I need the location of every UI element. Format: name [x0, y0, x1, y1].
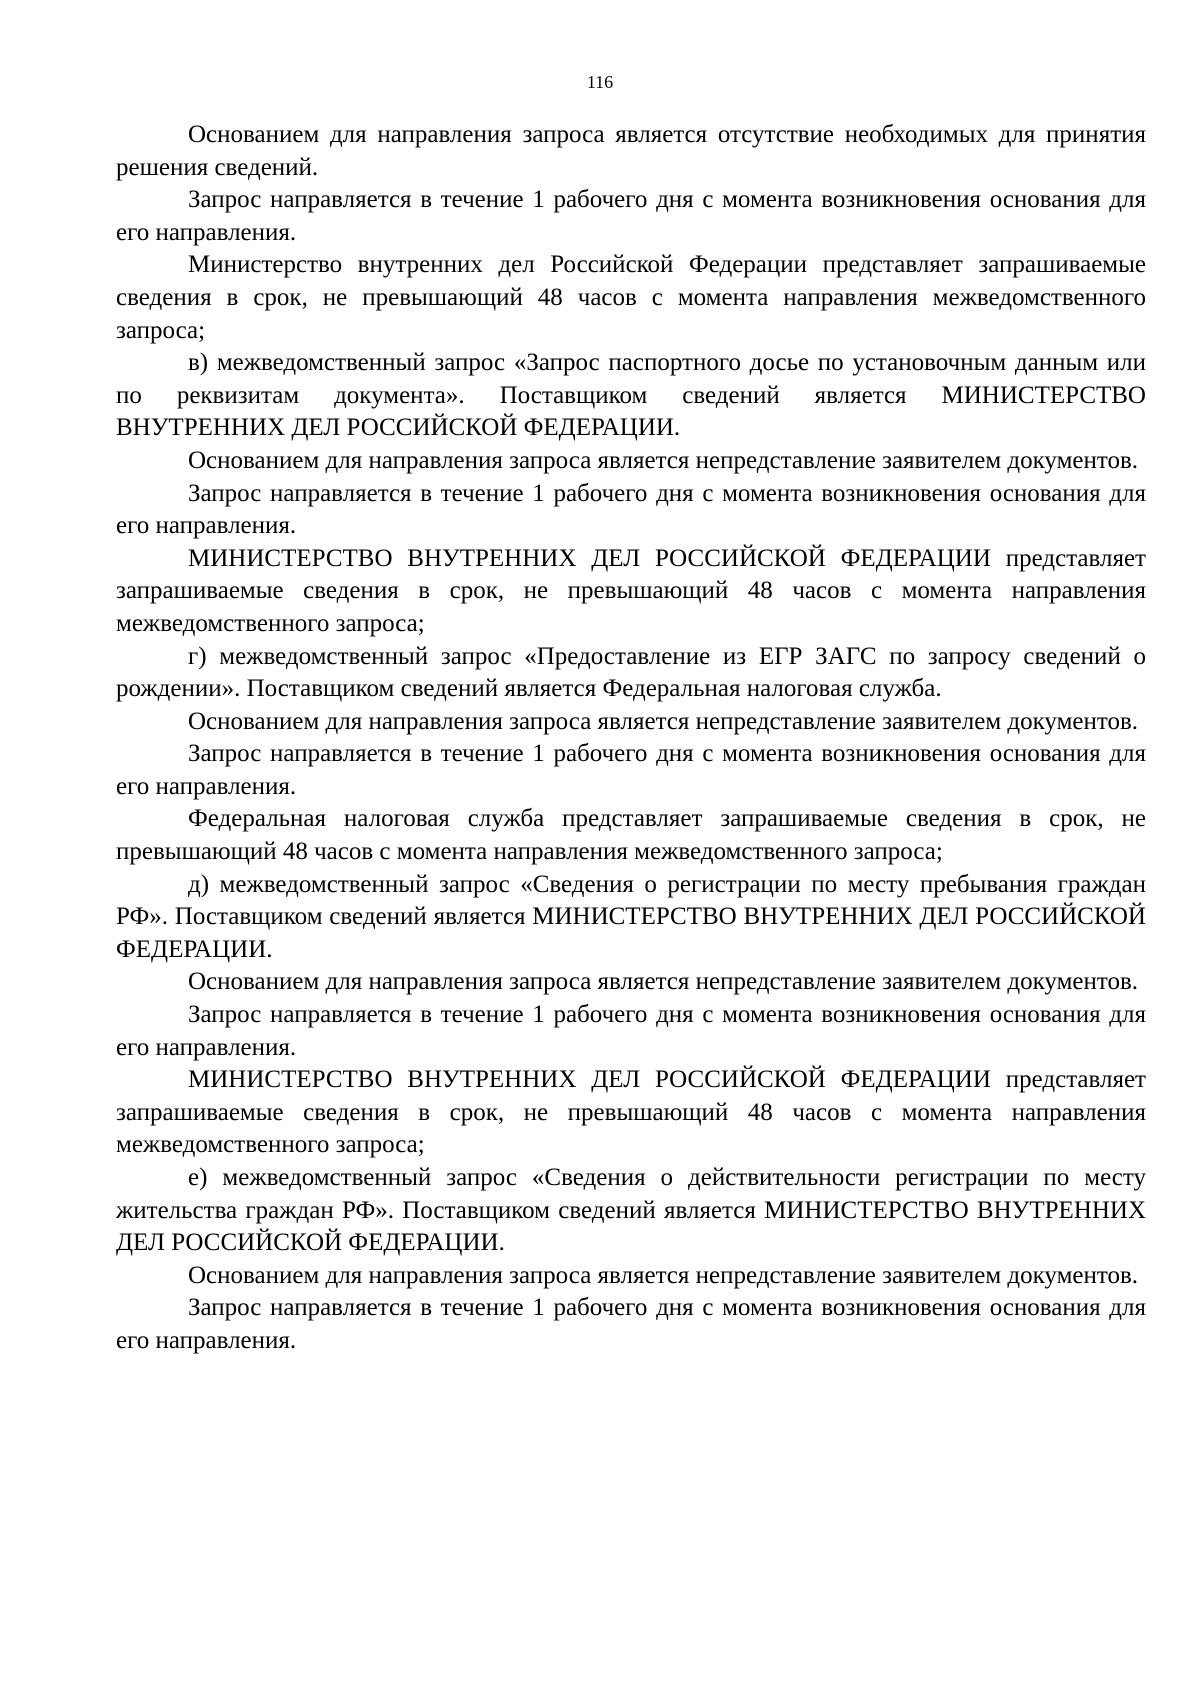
paragraph: Запрос направляется в течение 1 рабочего дня с момента возникновения основания для его направления.	[116, 479, 1146, 540]
paragraph: Запрос направляется в течение 1 рабочего дня с момента возникновения основания для его направления.	[116, 740, 1146, 800]
paragraph: Запрос направляется в течение 1 рабочего дня с момента возникновения основания для его направления.	[116, 1001, 1146, 1061]
paragraph: Запрос направляется в течение 1 рабочего дня с момента возникновения основания для его направления.	[116, 186, 1146, 246]
paragraph: е) межведомственный запрос «Сведения о действительности регистрации по месту жительства граждан РФ». Поставщиком сведений является МИНИСТЕРСТВО ВНУТРЕННИХ ДЕЛ РОССИЙСКОЙ ФЕДЕРАЦИИ.	[116, 1164, 1146, 1257]
document-body	[116, 119, 1146, 1358]
paragraph: Основанием для направления запроса является непредставление заявителем документов.	[188, 446, 1139, 474]
paragraph: г) межведомственный запрос «Предоставление из ЕГР ЗАГС по запросу сведений о рождении». Поставщиком сведений является Федеральная налоговая служба.	[116, 642, 1146, 703]
paragraph: д) межведомственный запрос «Сведения о регистрации по месту пребывания граждан РФ». Поставщиком сведений является МИНИСТЕРСТВО ВНУТРЕННИХ ДЕЛ РОССИЙСКОЙ ФЕДЕРАЦИИ.	[116, 870, 1146, 963]
paragraph: Основанием для направления запроса является непредставление заявителем документов.	[188, 707, 1139, 735]
paragraph: Основанием для направления запроса является непредставление заявителем документов.	[188, 1261, 1139, 1289]
page-number: 116	[586, 72, 614, 92]
paragraph: Федеральная налоговая служба представляет запрашиваемые сведения в срок, не превышающий 48 часов с момента направления межведомственного запроса;	[116, 805, 1146, 866]
paragraph: Основанием для направления запроса является отсутствие необходимых для принятия решения сведений.	[116, 121, 1146, 181]
paragraph: Министерство внутренних дел Российской Федерации представляет запрашиваемые сведения в срок, не превышающий 48 часов с момента направления межведомственного запроса;	[116, 251, 1146, 344]
paragraph: в) межведомственный запрос «Запрос паспортного досье по установочным данным или по реквизитам документа». Поставщиком сведений является МИНИСТЕРСТВО ВНУТРЕННИХ ДЕЛ РОССИЙСКОЙ ФЕДЕРАЦИИ.	[116, 349, 1146, 442]
paragraph: МИНИСТЕРСТВО ВНУТРЕННИХ ДЕЛ РОССИЙСКОЙ ФЕДЕРАЦИИ представляет запрашиваемые сведения в срок, не превышающий 48 часов с момента направления межведомственного запроса;	[116, 1066, 1146, 1159]
paragraph: Основанием для направления запроса является непредставление заявителем документов.	[188, 968, 1139, 996]
paragraph: МИНИСТЕРСТВО ВНУТРЕННИХ ДЕЛ РОССИЙСКОЙ ФЕДЕРАЦИИ представляет запрашиваемые сведения в срок, не превышающий 48 часов с момента направления межведомственного запроса;	[116, 544, 1146, 637]
paragraph: Запрос направляется в течение 1 рабочего дня с момента возникновения основания для его направления.	[116, 1294, 1146, 1354]
